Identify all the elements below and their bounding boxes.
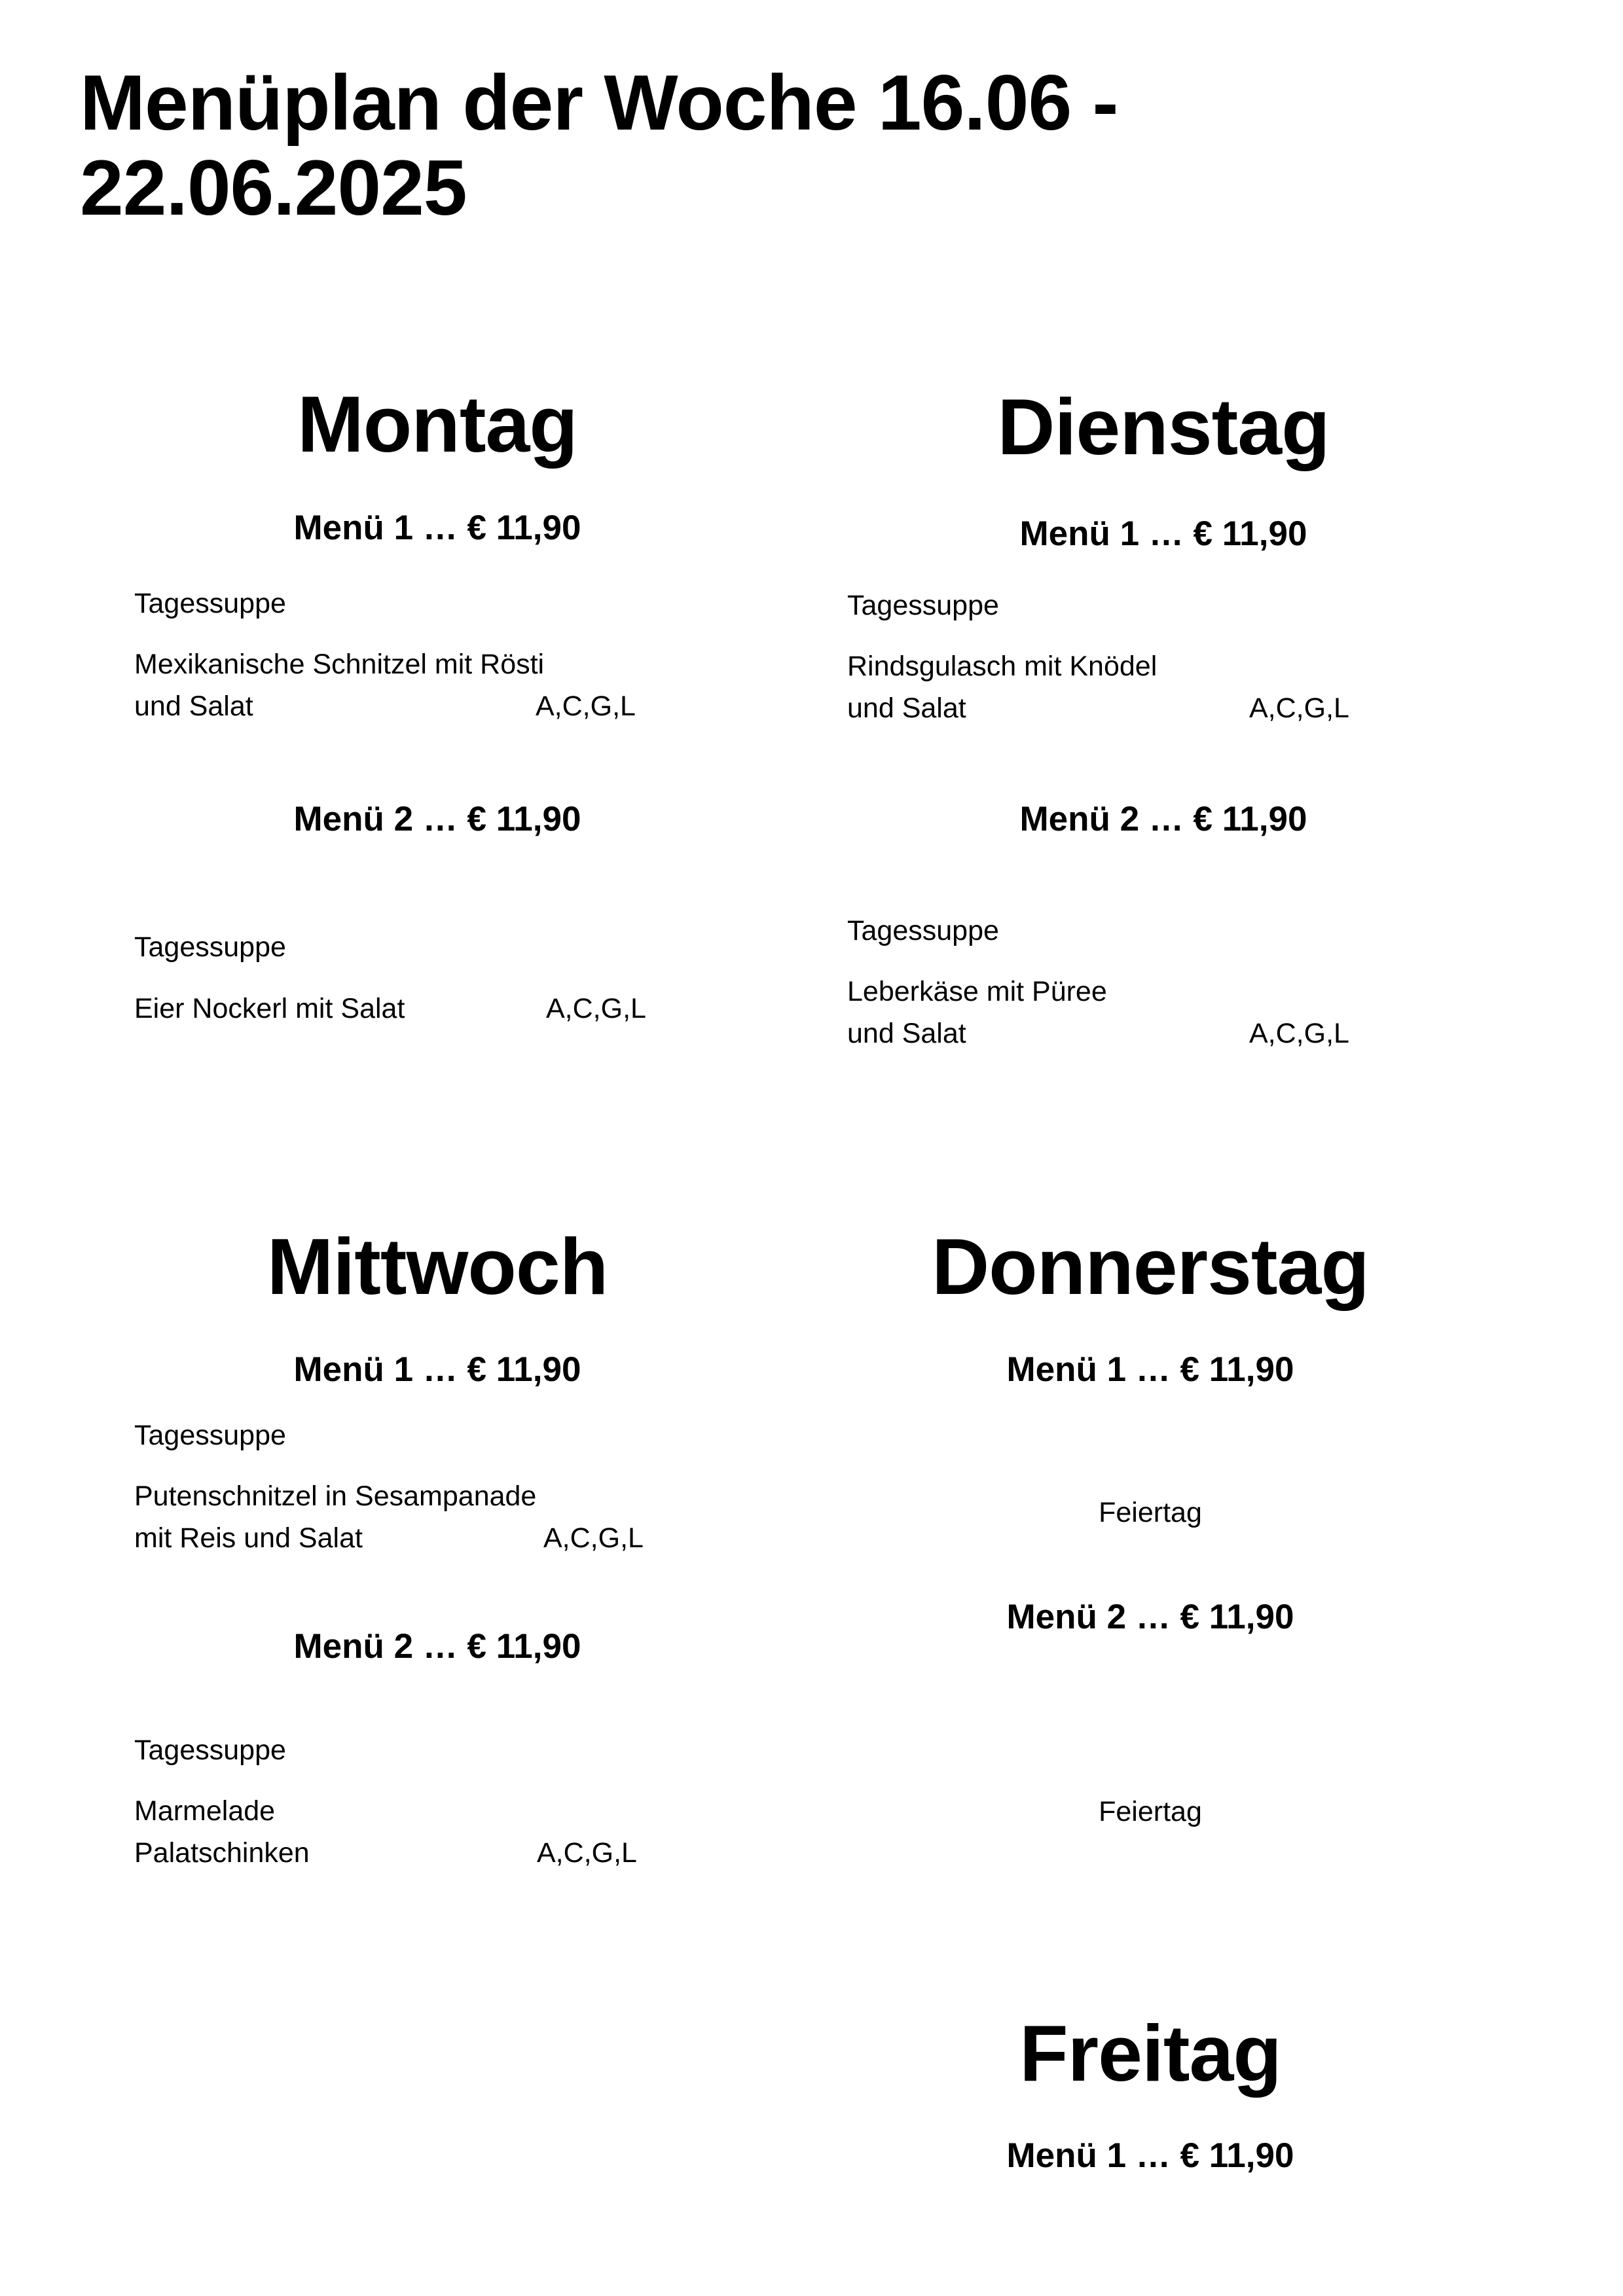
menu2-heading-dienstag: Menü 2 … € 11,90 [1019,800,1307,838]
menu1-dish-line1-montag: Mexikanische Schnitzel mit Rösti [134,649,545,680]
page-title-line-2: 22.06.2025 [80,144,467,232]
menu1-dish-line2-dienstag: und Salat [847,692,966,724]
menu2-allergens-montag: A,C,G,L [546,993,646,1024]
menu1-allergens-dienstag: A,C,G,L [1249,692,1349,724]
menu1-dish-line1-dienstag: Rindsgulasch mit Knödel [847,651,1158,682]
menu1-heading-freitag: Menü 1 … € 11,90 [1006,2136,1294,2175]
menu2-dish-line2-mittwoch: Palatschinken [134,1837,310,1869]
menu2-allergens-mittwoch: A,C,G,L [537,1837,637,1869]
menu2-soup-dienstag: Tagessuppe [847,915,999,946]
menu1-note-donnerstag: Feiertag [1099,1497,1202,1528]
menu2-dish-line1-mittwoch: Marmelade [134,1795,276,1827]
day-heading-montag: Montag [297,380,577,469]
page-title [80,60,1118,230]
menu1-soup-dienstag: Tagessuppe [847,590,999,621]
menu2-heading-donnerstag: Menü 2 … € 11,90 [1006,1598,1294,1636]
menu1-heading-montag: Menü 1 … € 11,90 [293,509,581,547]
menu1-allergens-montag: A,C,G,L [536,691,636,722]
menu1-dish-line2-montag: und Salat [134,691,253,722]
menu2-heading-montag: Menü 2 … € 11,90 [293,800,581,838]
menu2-soup-mittwoch: Tagessuppe [134,1734,286,1766]
menu2-allergens-dienstag: A,C,G,L [1249,1018,1349,1049]
day-heading-freitag: Freitag [1019,2009,1281,2098]
menu1-dish-line1-mittwoch: Putenschnitzel in Sesampanade [134,1480,537,1512]
menu1-allergens-mittwoch: A,C,G,L [543,1522,644,1554]
menu2-dish-line1-dienstag: Leberkäse mit Püree [847,976,1107,1007]
menu2-soup-montag: Tagessuppe [134,931,286,963]
day-heading-dienstag: Dienstag [997,382,1330,471]
menu1-heading-donnerstag: Menü 1 … € 11,90 [1006,1350,1294,1389]
page-title-line-1: Menüplan der Woche 16.06 - [80,59,1118,147]
day-heading-mittwoch: Mittwoch [266,1222,608,1311]
menu1-heading-dienstag: Menü 1 … € 11,90 [1019,514,1307,553]
menu2-dish-line1-montag: Eier Nockerl mit Salat [134,993,405,1024]
menu2-note-donnerstag: Feiertag [1099,1796,1202,1827]
menu1-dish-line2-mittwoch: mit Reis und Salat [134,1522,363,1554]
menu2-heading-mittwoch: Menü 2 … € 11,90 [293,1627,581,1666]
menu2-dish-line2-dienstag: und Salat [847,1018,966,1049]
menu1-soup-mittwoch: Tagessuppe [134,1420,286,1451]
menu1-soup-montag: Tagessuppe [134,588,286,619]
day-heading-donnerstag: Donnerstag [932,1222,1369,1311]
menu1-heading-mittwoch: Menü 1 … € 11,90 [293,1350,581,1389]
